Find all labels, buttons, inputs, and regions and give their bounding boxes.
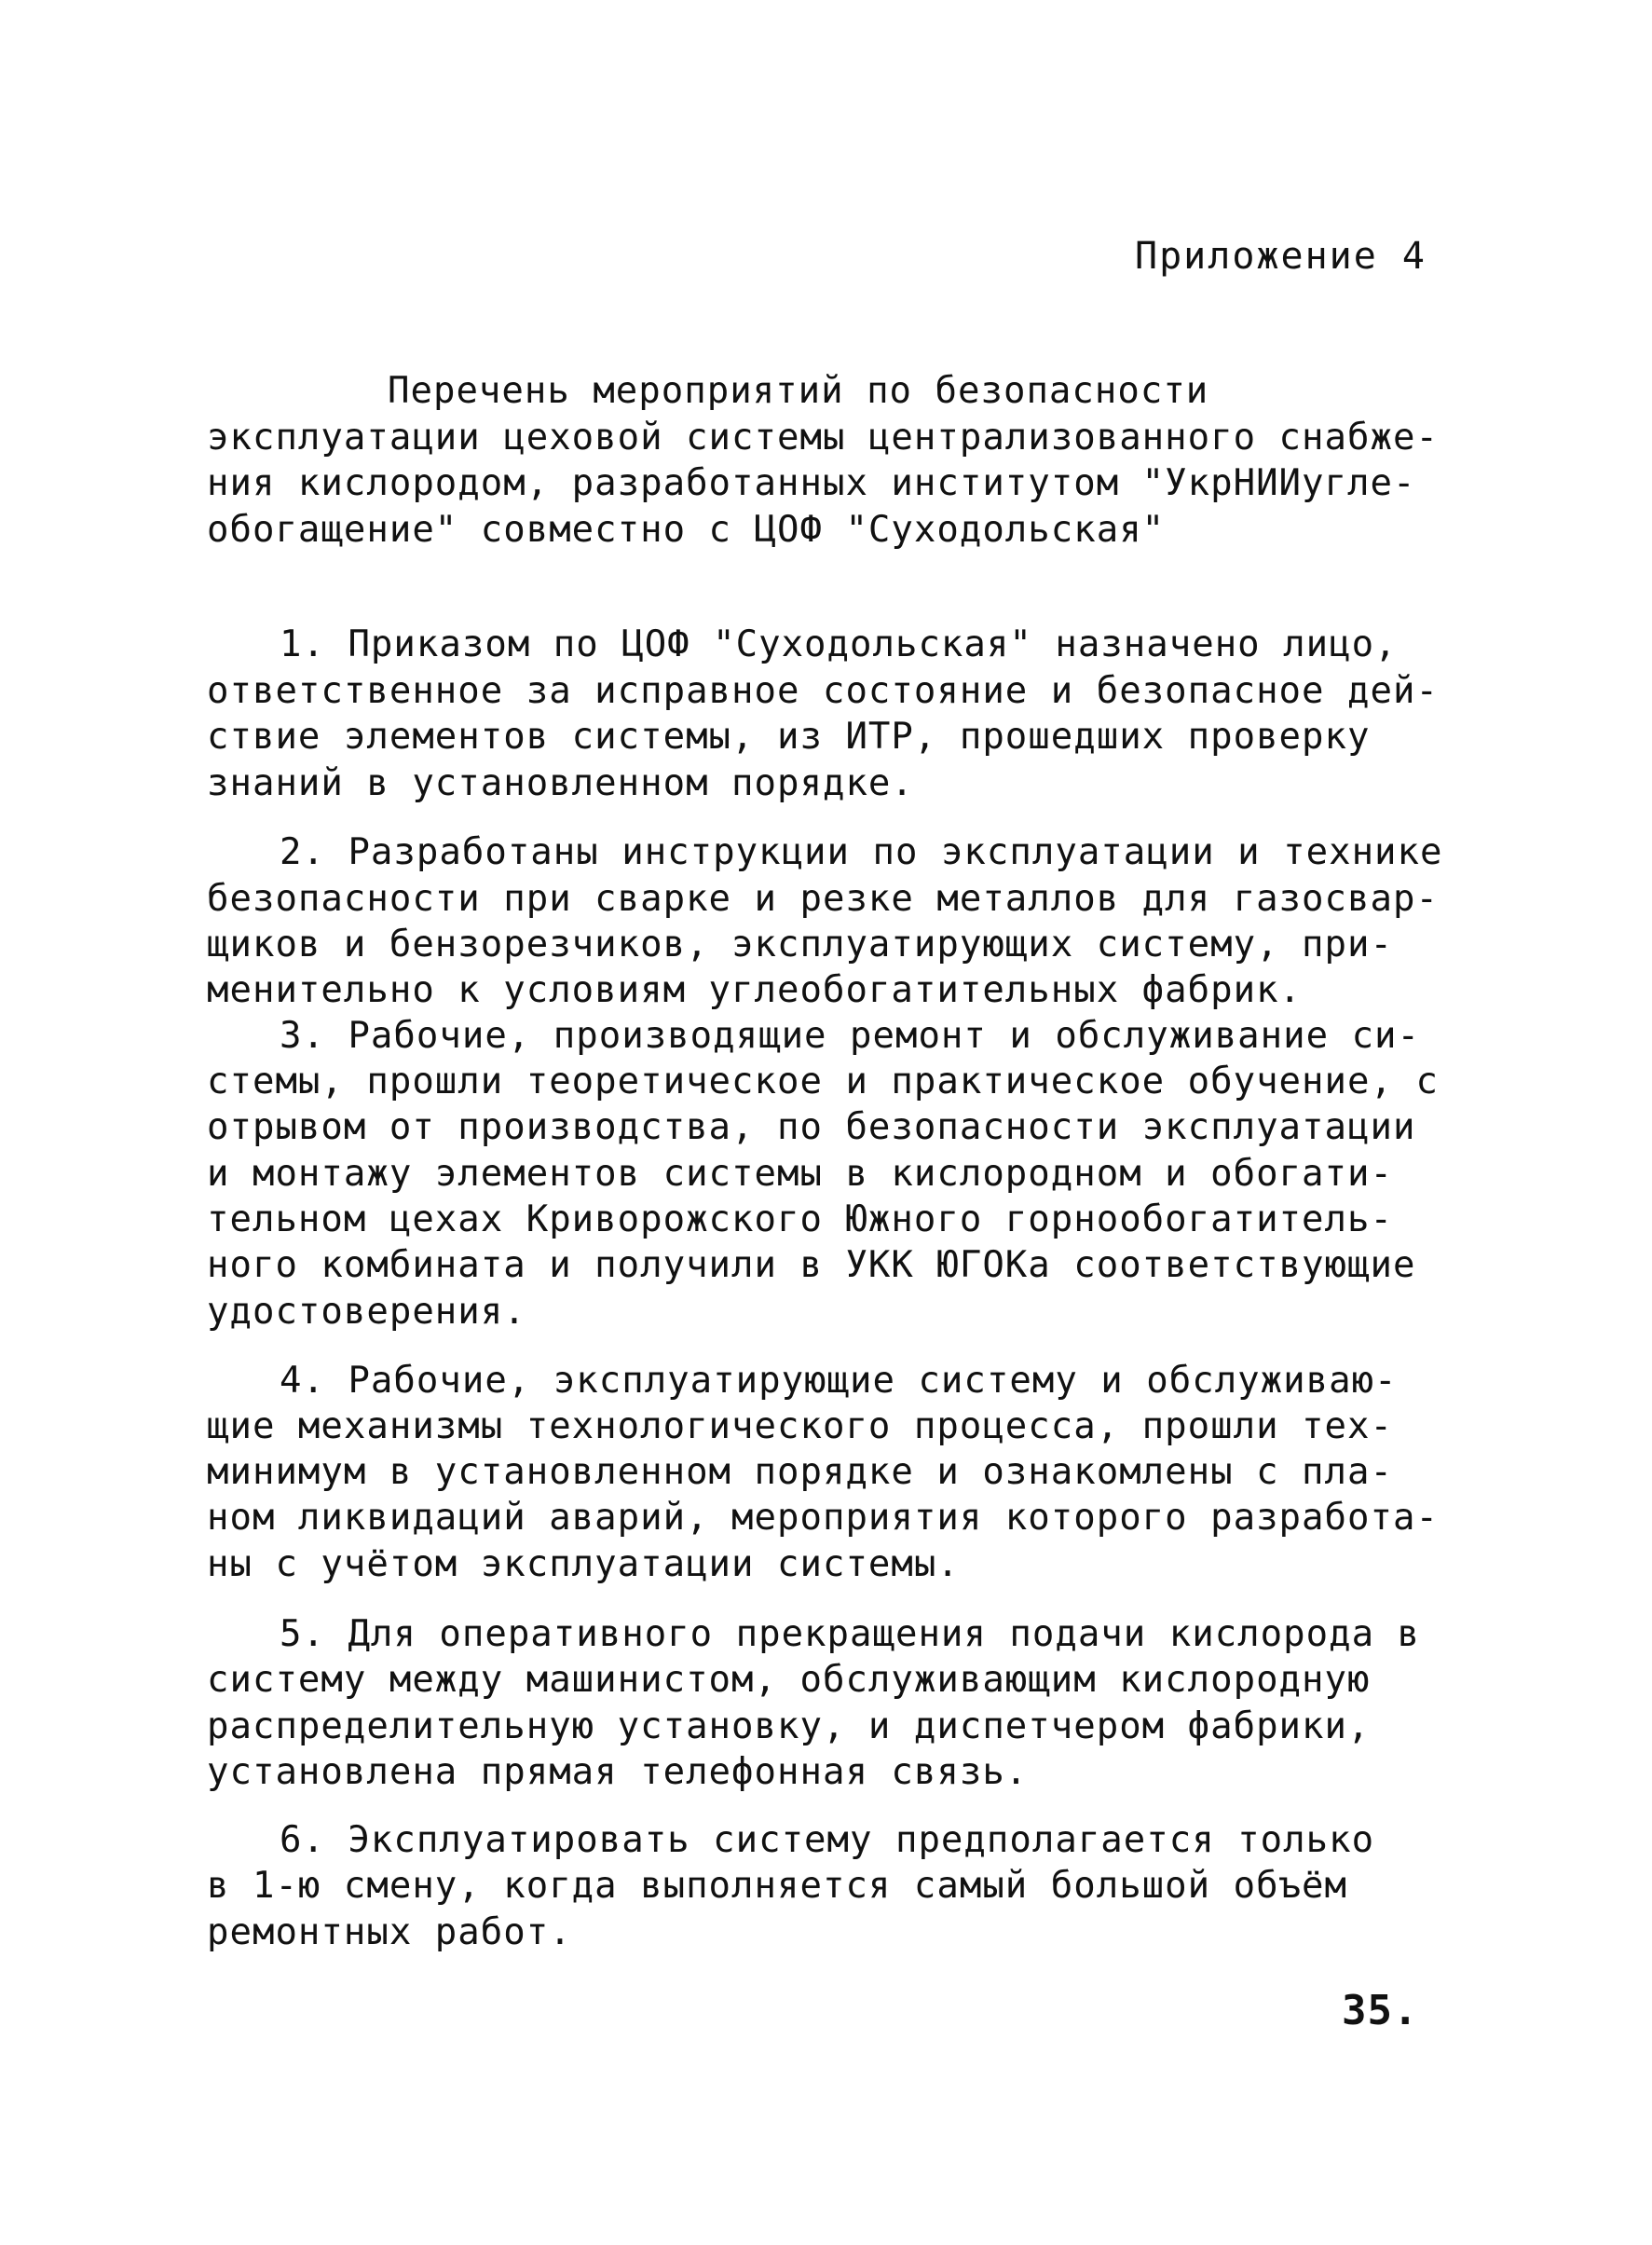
item-line: в 1-ю смену, когда выполняется самый большой объём: [207, 1865, 1347, 1907]
item-number: 6.: [280, 1819, 325, 1861]
item-line: щиков и бензорезчиков, эксплуатирующих систему, при-: [207, 924, 1393, 965]
item-line: ного комбината и получили в УКК ЮГОКа соответствующие: [207, 1244, 1416, 1286]
item-text: Приказом по ЦОФ "Суходольская" назначено лицо,: [348, 623, 1398, 665]
item-line: удостоверения.: [207, 1291, 526, 1333]
item-6-line-1: [280, 1818, 1374, 1863]
item-line: распределительную установку, и диспетчером фабрики,: [207, 1705, 1371, 1747]
item-line: минимум в установленном порядке и ознакомлены с пла-: [207, 1451, 1393, 1493]
item-number: 5.: [280, 1613, 325, 1655]
item-number: 4.: [280, 1360, 325, 1402]
item-line: стемы, прошли теоретическое и практическое обучение, с: [207, 1061, 1439, 1102]
item-text: Рабочие, производящие ремонт и обслуживание си-: [348, 1015, 1421, 1057]
title-line: обогащение" совместно с ЦОФ "Суходольская": [207, 509, 1166, 551]
item-number: 2.: [280, 831, 325, 873]
item-line: щие механизмы технологического процесса, прошли тех-: [207, 1405, 1393, 1447]
item-line: и монтажу элементов системы в кислородном и обогати-: [207, 1153, 1393, 1195]
item-text: Эксплуатировать систему предполагается только: [348, 1819, 1375, 1861]
item-line: ны с учётом эксплуатации системы.: [207, 1543, 960, 1585]
item-2-line-1: [280, 830, 1443, 875]
item-line: систему между машинистом, обслуживающим кислородную: [207, 1659, 1371, 1701]
item-line: безопасности при сварке и резке металлов для газосвар-: [207, 878, 1439, 920]
title-line: Перечень мероприятий по безопасности: [388, 370, 1209, 412]
item-line: ном ликвидаций аварий, мероприятия которого разработа-: [207, 1497, 1439, 1539]
item-1-line-1: [280, 623, 1398, 667]
title-line: эксплуатации цеховой системы централизованного снабже-: [207, 417, 1439, 459]
title-line: ния кислородом, разработанных институтом "УкрНИИугле-: [207, 462, 1416, 504]
item-3-line-1: [280, 1014, 1420, 1059]
item-line: установлена прямая телефонная связь.: [207, 1751, 1029, 1793]
item-line: тельном цехах Криворожского Южного горнообогатитель-: [207, 1198, 1393, 1240]
annex-label: Приложение 4: [1135, 235, 1427, 278]
item-number: 3.: [280, 1015, 325, 1057]
item-text: Разработаны инструкции по эксплуатации и технике: [348, 831, 1443, 873]
item-line: отрывом от производства, по безопасности эксплуатации: [207, 1106, 1416, 1148]
item-line: ремонтных работ.: [207, 1911, 572, 1953]
item-5-line-1: [280, 1612, 1420, 1657]
item-line: ствие элементов системы, из ИТР, прошедших проверку: [207, 716, 1371, 758]
page-number: 35.: [1342, 1987, 1419, 2034]
item-text: Для оперативного прекращения подачи кислорода в: [348, 1613, 1421, 1655]
item-text: Рабочие, эксплуатирующие систему и обслуживаю-: [348, 1360, 1398, 1402]
item-number: 1.: [280, 623, 325, 665]
item-line: менительно к условиям углеобогатительных фабрик.: [207, 969, 1303, 1011]
item-line: ответственное за исправное состояние и безопасное дей-: [207, 670, 1439, 712]
item-line: знаний в установленном порядке.: [207, 762, 914, 804]
item-4-line-1: [280, 1359, 1398, 1403]
